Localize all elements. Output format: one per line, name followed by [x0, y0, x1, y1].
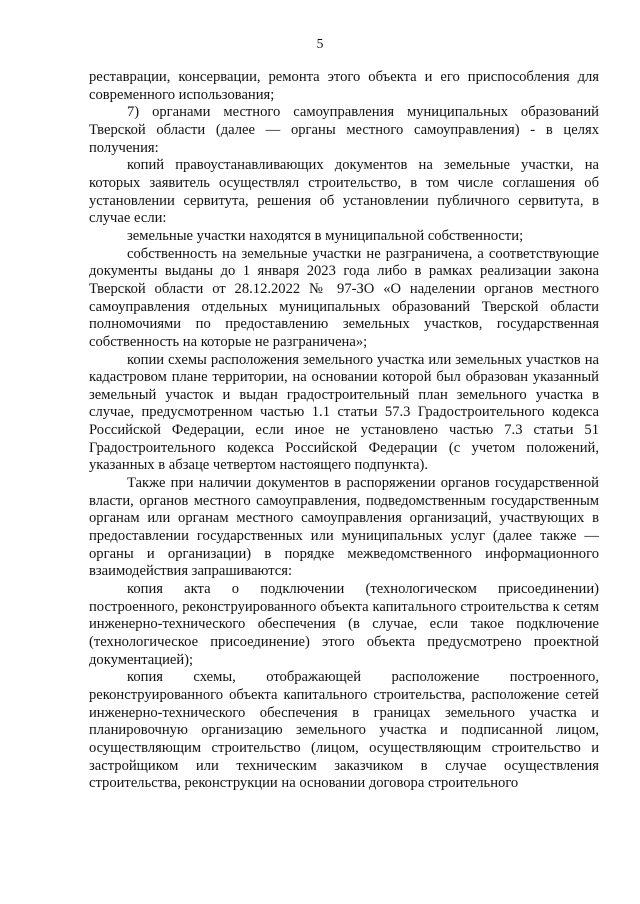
paragraph-undivided-property: собственность на земельные участки не разграничена, а соответствующие документы выданы до 1 января 2023 года либо в рамках реализации закона Тверской области от 28.12.2022 № 97-ЗО «О наделении органов местного самоуправления отдельных муниципальных образований Тверской области полномочиями по предоставлению земельных участков, государственная собственность на которые не разграничена»;	[89, 245, 599, 350]
page-number: 5	[316, 36, 324, 51]
paragraph-cadastral-scheme: копии схемы расположения земельного участка или земельных участков на кадастровом плане территории, на основании которой был образован указанный земельный участок и выдан градостроительный план земельного участка в случае, предусмотренном частью 1.1 статьи 57.3 Градостроительного кодекса Российской Федерации, если иное не установлено частью 7.3 статьи 51 Градостроительного кодекса Российской Федерации (с учетом положений, указанных в абзаце четвертом настоящего подпункта).	[89, 351, 599, 474]
document-body	[89, 69, 599, 793]
paragraph-municipal-property: земельные участки находятся в муниципальной собственности;	[127, 227, 524, 244]
paragraph-location-scheme: копия схемы, отображающей расположение построенного, реконструированного объекта капитального строительства, расположение сетей инженерно-технического обеспечения в границах земельного участка и планировочную организацию земельного участка и подписанной лицом, осуществляющим строительство (лицом, осуществляющим строительство и застройщиком или техническим заказчиком в случае осуществления строительства, реконструкции на основании договора строительного	[89, 669, 599, 792]
paragraph-connection-act: копия акта о подключении (технологическом присоединении) построенного, реконструированного объекта капитального строительства к сетям инженерно-технического обеспечения (в случае, если такое подключение (технологическое присоединение) этого объекта предусмотрено проектной документацией);	[89, 581, 599, 668]
paragraph-interagency-request: Также при наличии документов в распоряжении органов государственной власти, органов местного самоуправления, подведомственным государственным органам или органам местного самоуправления организаций, участвующих в предоставлении государственных или муниципальных услуг (далее также — органы и организации) в порядке межведомственного информационного взаимодействия запрашиваются:	[89, 475, 599, 580]
paragraph-item-7: 7) органами местного самоуправления муниципальных образований Тверской области (далее — органы местного самоуправления) - в целях получения:	[89, 104, 599, 156]
paragraph-title-documents: копий правоустанавливающих документов на земельные участки, на которых заявитель осуществлял строительство, в том числе соглашения об установлении сервитута, решения об установлении публичного сервитута, в случае если:	[89, 157, 599, 227]
paragraph-continuation: реставрации, консервации, ремонта этого объекта и его приспособления для современного использования;	[89, 69, 599, 103]
